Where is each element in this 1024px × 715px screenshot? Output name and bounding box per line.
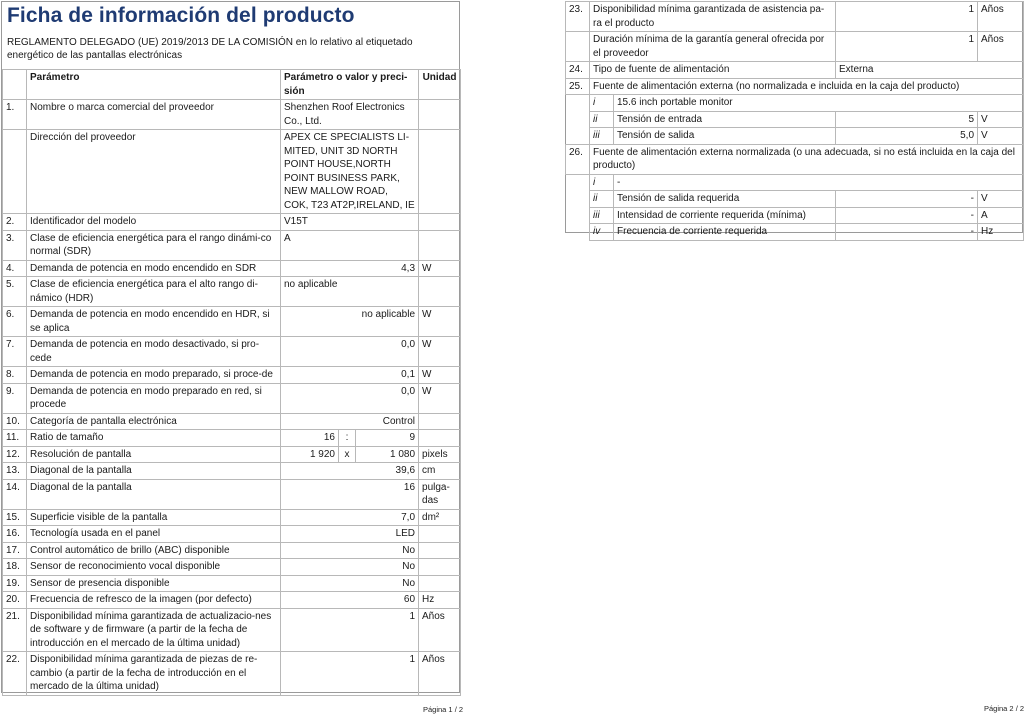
row-number: 11. bbox=[3, 430, 27, 447]
row-number: 19. bbox=[3, 575, 27, 592]
row-label: Sensor de reconocimiento vocal disponible bbox=[27, 559, 281, 576]
row-label: Intensidad de corriente requerida (mínima) bbox=[614, 207, 836, 224]
row-unit: dm² bbox=[419, 509, 461, 526]
row-number: 18. bbox=[3, 559, 27, 576]
row-label: Nombre o marca comercial del proveedor bbox=[27, 100, 281, 130]
row-unit: Años bbox=[419, 652, 461, 696]
table-row bbox=[3, 367, 461, 384]
row-label: Resolución de pantalla bbox=[27, 446, 281, 463]
table-row bbox=[566, 207, 1024, 224]
row-value: V15T bbox=[281, 214, 419, 231]
row-value: No bbox=[281, 575, 419, 592]
row-number: 14. bbox=[3, 479, 27, 509]
row-label: Demanda de potencia en modo encendido en HDR, si se aplica bbox=[27, 307, 281, 337]
table-row bbox=[3, 542, 461, 559]
row-value: no aplicable bbox=[281, 277, 419, 307]
row-unit: Años bbox=[419, 608, 461, 652]
row-label: Identificador del modelo bbox=[27, 214, 281, 231]
table-row bbox=[3, 652, 461, 696]
row-label: Fuente de alimentación externa (no normalizada e incluida en la caja del producto) bbox=[590, 78, 1024, 95]
header-parameter: Parámetro bbox=[27, 70, 281, 100]
row-number: 17. bbox=[3, 542, 27, 559]
table-row bbox=[3, 277, 461, 307]
page-footer: Página 1 / 2 bbox=[423, 705, 464, 714]
header-value: Parámetro o valor y preci-sión bbox=[281, 70, 419, 100]
row-subnumber: iii bbox=[590, 207, 614, 224]
table-header-row bbox=[3, 70, 461, 100]
row-unit: V bbox=[978, 191, 1024, 208]
row-unit: W bbox=[419, 337, 461, 367]
row-unit: W bbox=[419, 367, 461, 384]
row-unit: V bbox=[978, 111, 1024, 128]
row-label: Disponibilidad mínima garantizada de asistencia pa-ra el producto bbox=[590, 2, 836, 32]
row-number: 5. bbox=[3, 277, 27, 307]
ratio-width: 16 bbox=[281, 430, 339, 447]
row-subnumber: ii bbox=[590, 111, 614, 128]
row-number: 16. bbox=[3, 526, 27, 543]
row-number: 24. bbox=[566, 62, 590, 79]
row-label: Dirección del proveedor bbox=[27, 130, 281, 214]
table-row bbox=[566, 78, 1024, 95]
row-label: Control automático de brillo (ABC) disponible bbox=[27, 542, 281, 559]
table-row bbox=[3, 100, 461, 130]
row-label: Superficie visible de la pantalla bbox=[27, 509, 281, 526]
row-number: 23. bbox=[566, 2, 590, 32]
row-subnumber: i bbox=[590, 174, 614, 191]
ratio-separator: : bbox=[339, 430, 356, 447]
row-number: 22. bbox=[3, 652, 27, 696]
row-value: 1 bbox=[836, 32, 978, 62]
row-unit: Hz bbox=[978, 224, 1024, 241]
table-row bbox=[3, 608, 461, 652]
table-row bbox=[3, 214, 461, 231]
row-label: Categoría de pantalla electrónica bbox=[27, 413, 281, 430]
product-info-table-continued bbox=[565, 1, 1024, 241]
page-title: Ficha de información del producto bbox=[7, 4, 355, 27]
row-value: 39,6 bbox=[281, 463, 419, 480]
row-label: Ratio de tamaño bbox=[27, 430, 281, 447]
row-label: Clase de eficiencia energética para el alto rango di-námico (HDR) bbox=[27, 277, 281, 307]
row-value: LED bbox=[281, 526, 419, 543]
table-row bbox=[3, 509, 461, 526]
row-number: 2. bbox=[3, 214, 27, 231]
row-unit: V bbox=[978, 128, 1024, 145]
ratio-height: 9 bbox=[356, 430, 419, 447]
row-label: Demanda de potencia en modo encendido en SDR bbox=[27, 260, 281, 277]
row-label: Clase de eficiencia energética para el rango dinámi-co normal (SDR) bbox=[27, 230, 281, 260]
row-value: 0,0 bbox=[281, 383, 419, 413]
resolution-height: 1 080 bbox=[356, 446, 419, 463]
row-value: - bbox=[836, 207, 978, 224]
table-row bbox=[3, 230, 461, 260]
row-unit: W bbox=[419, 383, 461, 413]
row-number: 21. bbox=[3, 608, 27, 652]
row-value: APEX CE SPECIALISTS LI-MITED, UNIT 3D NORTH POINT HOUSE,NORTH POINT BUSINESS PARK, NEW MALLOW ROAD, COK, T23 AT2P,IRELAND, IE bbox=[281, 130, 419, 214]
row-value: 1 bbox=[836, 2, 978, 32]
table-row bbox=[3, 592, 461, 609]
table-row bbox=[566, 144, 1024, 174]
row-label: Disponibilidad mínima garantizada de actualizacio-nes de software y de firmware (a partir de la fecha de introducción en el mercado de la última unidad) bbox=[27, 608, 281, 652]
row-unit: pixels bbox=[419, 446, 461, 463]
row-value: 4,3 bbox=[281, 260, 419, 277]
row-label: Demanda de potencia en modo preparado en red, si procede bbox=[27, 383, 281, 413]
row-number: 7. bbox=[3, 337, 27, 367]
table-row bbox=[566, 111, 1024, 128]
row-number: 9. bbox=[3, 383, 27, 413]
table-row bbox=[566, 128, 1024, 145]
row-label: Frecuencia de refresco de la imagen (por defecto) bbox=[27, 592, 281, 609]
row-subnumber: ii bbox=[590, 191, 614, 208]
row-value: 1 bbox=[281, 652, 419, 696]
table-row bbox=[3, 307, 461, 337]
row-number: 20. bbox=[3, 592, 27, 609]
row-label: Diagonal de la pantalla bbox=[27, 463, 281, 480]
row-number: 6. bbox=[3, 307, 27, 337]
table-row bbox=[566, 95, 1024, 112]
row-label: Tipo de fuente de alimentación bbox=[590, 62, 836, 79]
row-unit: W bbox=[419, 260, 461, 277]
row-number: 1. bbox=[3, 100, 27, 130]
row-value: - bbox=[836, 224, 978, 241]
row-label: - bbox=[614, 174, 1024, 191]
row-label: Duración mínima de la garantía general ofrecida por el proveedor bbox=[590, 32, 836, 62]
row-unit: Hz bbox=[419, 592, 461, 609]
row-value: 7,0 bbox=[281, 509, 419, 526]
row-value: 16 bbox=[281, 479, 419, 509]
table-row bbox=[566, 224, 1024, 241]
table-row bbox=[3, 413, 461, 430]
row-label: Disponibilidad mínima garantizada de piezas de re-cambio (a partir de la fecha de introducción en el mercado de la última unidad) bbox=[27, 652, 281, 696]
table-row bbox=[566, 32, 1024, 62]
row-value: 1 bbox=[281, 608, 419, 652]
table-row bbox=[3, 130, 461, 214]
row-value: 5,0 bbox=[836, 128, 978, 145]
row-value: 0,1 bbox=[281, 367, 419, 384]
row-label: Tensión de salida requerida bbox=[614, 191, 836, 208]
table-row bbox=[3, 430, 461, 447]
row-value: 0,0 bbox=[281, 337, 419, 367]
table-row bbox=[3, 337, 461, 367]
row-value: Shenzhen Roof Electronics Co., Ltd. bbox=[281, 100, 419, 130]
row-value: Control bbox=[281, 413, 419, 430]
row-label: 15.6 inch portable monitor bbox=[614, 95, 1024, 112]
table-row bbox=[3, 446, 461, 463]
table-row bbox=[3, 383, 461, 413]
row-label: Demanda de potencia en modo desactivado, si pro-cede bbox=[27, 337, 281, 367]
row-label: Demanda de potencia en modo preparado, si proce-de bbox=[27, 367, 281, 384]
row-number: 12. bbox=[3, 446, 27, 463]
table-row bbox=[3, 479, 461, 509]
table-row bbox=[3, 575, 461, 592]
row-number: 4. bbox=[3, 260, 27, 277]
table-row bbox=[566, 2, 1024, 32]
row-unit: W bbox=[419, 307, 461, 337]
page-2 bbox=[563, 0, 1024, 715]
resolution-width: 1 920 bbox=[281, 446, 339, 463]
row-value: - bbox=[836, 191, 978, 208]
row-value: A bbox=[281, 230, 419, 260]
row-number: 15. bbox=[3, 509, 27, 526]
row-label: Sensor de presencia disponible bbox=[27, 575, 281, 592]
row-number: 25. bbox=[566, 78, 590, 95]
row-number: 26. bbox=[566, 144, 590, 174]
row-label: Tensión de salida bbox=[614, 128, 836, 145]
row-label: Frecuencia de corriente requerida bbox=[614, 224, 836, 241]
row-unit: Años bbox=[978, 2, 1024, 32]
table-row bbox=[566, 191, 1024, 208]
row-value: Externa bbox=[836, 62, 1024, 79]
table-row bbox=[566, 174, 1024, 191]
row-subnumber: iii bbox=[590, 128, 614, 145]
row-value: No bbox=[281, 559, 419, 576]
row-unit: A bbox=[978, 207, 1024, 224]
row-unit: pulga-das bbox=[419, 479, 461, 509]
header-unit: Unidad bbox=[419, 70, 461, 100]
row-subnumber: i bbox=[590, 95, 614, 112]
table-row bbox=[3, 526, 461, 543]
row-unit bbox=[419, 100, 461, 130]
row-subnumber: iv bbox=[590, 224, 614, 241]
table-row bbox=[3, 463, 461, 480]
row-label: Fuente de alimentación externa normalizada (o una adecuada, si no está incluida en la caja del producto) bbox=[590, 144, 1024, 174]
table-row bbox=[3, 260, 461, 277]
product-info-table bbox=[2, 69, 461, 696]
row-label: Tensión de entrada bbox=[614, 111, 836, 128]
row-unit: cm bbox=[419, 463, 461, 480]
resolution-separator: x bbox=[339, 446, 356, 463]
table-row bbox=[3, 559, 461, 576]
page-1 bbox=[0, 0, 462, 715]
row-number: 3. bbox=[3, 230, 27, 260]
row-value: 60 bbox=[281, 592, 419, 609]
row-number: 13. bbox=[3, 463, 27, 480]
regulation-subtitle: REGLAMENTO DELEGADO (UE) 2019/2013 DE LA COMISIÓN en lo relativo al etiquetado energético de las pantallas electrónicas bbox=[7, 37, 413, 61]
row-label: Diagonal de la pantalla bbox=[27, 479, 281, 509]
row-value: no aplicable bbox=[281, 307, 419, 337]
table-row bbox=[566, 62, 1024, 79]
row-unit: Años bbox=[978, 32, 1024, 62]
row-number: 10. bbox=[3, 413, 27, 430]
row-label: Tecnología usada en el panel bbox=[27, 526, 281, 543]
page-footer: Página 2 / 2 bbox=[984, 704, 1024, 713]
row-value: 5 bbox=[836, 111, 978, 128]
row-number: 8. bbox=[3, 367, 27, 384]
row-value: No bbox=[281, 542, 419, 559]
